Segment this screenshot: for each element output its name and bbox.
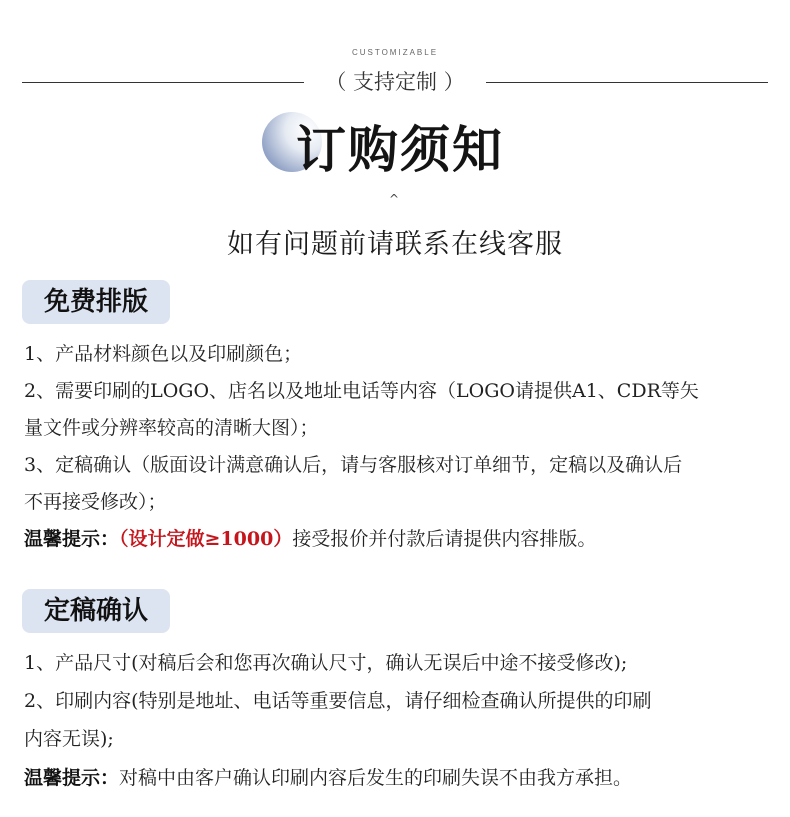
divider-left [22, 82, 304, 83]
tip-label: 温馨提示： [24, 528, 120, 550]
confirm-line: 2、印刷内容(特别是地址、电话等重要信息，请仔细检查确认所提供的印刷 [24, 690, 652, 712]
free-layout-line: 不再接受修改）； [24, 491, 167, 513]
caret-up-icon: ^ [389, 192, 400, 206]
tagline: 如有问题前请联系在线客服 [227, 229, 563, 260]
tip-highlight: （设计定做≥1000） [119, 528, 293, 550]
eyebrow-text: CUSTOMIZABLE [351, 48, 439, 57]
page-title: 订购须知 [296, 120, 504, 179]
tip-text: 对稿中由客户确认印刷内容后发生的印刷失误不由我方承担。 [119, 767, 633, 789]
tip-text: 接受报价并付款后请提供内容排版。 [292, 528, 597, 550]
confirm-tip [24, 765, 769, 791]
free-layout-tip [24, 526, 769, 552]
divider-right [486, 82, 768, 83]
free-layout-line: 3、定稿确认（版面设计满意确认后，请与客服核对订单细节，定稿以及确认后 [24, 454, 683, 476]
section-heading-confirm: 定稿确认 [22, 589, 170, 633]
tip-label: 温馨提示： [24, 767, 120, 789]
subtitle: （ 支持定制 ） [325, 70, 465, 94]
free-layout-line: 2、需要印刷的LOGO、店名以及地址电话等内容（LOGO请提供A1、CDR等矢 [24, 380, 699, 402]
free-layout-line: 量文件或分辨率较高的清晰大图）； [24, 417, 319, 439]
confirm-line: 1、产品尺寸(对稿后会和您再次确认尺寸，确认无误后中途不接受修改); [24, 652, 628, 674]
free-layout-line: 1、产品材料颜色以及印刷颜色； [24, 343, 303, 365]
confirm-line: 内容无误); [24, 728, 114, 750]
section-heading-free-layout: 免费排版 [22, 280, 170, 324]
